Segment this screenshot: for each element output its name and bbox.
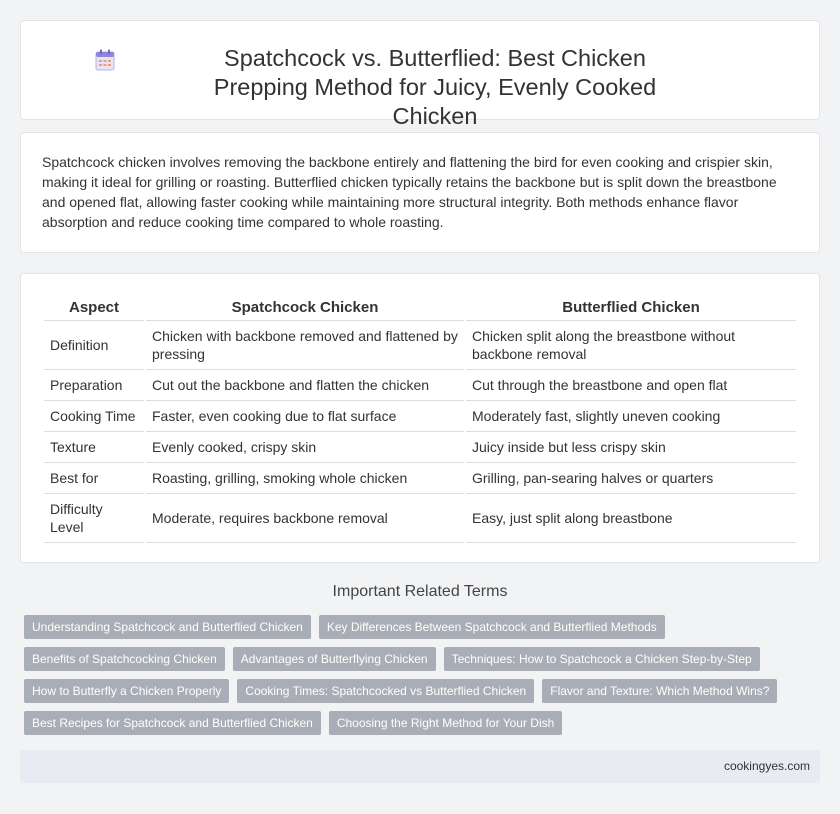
- table-cell: Best for: [44, 463, 144, 494]
- related-term-tag[interactable]: Key Differences Between Spatchcock and Butterflied Methods: [319, 615, 665, 639]
- table-cell: Preparation: [44, 370, 144, 401]
- table-row: [44, 321, 796, 370]
- related-term-tag[interactable]: Best Recipes for Spatchcock and Butterflied Chicken: [24, 711, 321, 735]
- related-terms-list: [24, 615, 824, 743]
- table-cell: Roasting, grilling, smoking whole chicken: [146, 463, 464, 494]
- footer: [20, 750, 820, 783]
- column-header: Butterflied Chicken: [466, 294, 796, 321]
- page-title: Spatchcock vs. Butterflied: Best Chicken Prepping Method for Juicy, Evenly Cooked Chicken: [213, 45, 657, 129]
- header-card: [20, 20, 820, 129]
- table-cell: Difficulty Level: [44, 494, 144, 543]
- comparison-card: [20, 273, 820, 563]
- table-cell: Moderate, requires backbone removal: [146, 494, 464, 543]
- site-name[interactable]: cookingyes.com: [723, 759, 810, 773]
- table-row: [44, 432, 796, 463]
- table-cell: Chicken split along the breastbone without backbone removal: [466, 321, 796, 370]
- comparison-table: [42, 294, 798, 543]
- table-row: [44, 401, 796, 432]
- table-cell: Cut out the backbone and flatten the chicken: [146, 370, 464, 401]
- table-row: [44, 370, 796, 401]
- related-term-tag[interactable]: Advantages of Butterflying Chicken: [233, 647, 436, 671]
- related-term-tag[interactable]: Benefits of Spatchcocking Chicken: [24, 647, 225, 671]
- table-cell: Texture: [44, 432, 144, 463]
- table-cell: Chicken with backbone removed and flattened by pressing: [146, 321, 464, 370]
- table-cell: Evenly cooked, crispy skin: [146, 432, 464, 463]
- related-term-tag[interactable]: How to Butterfly a Chicken Properly: [24, 679, 229, 703]
- table-cell: Definition: [44, 321, 144, 370]
- table-cell: Easy, just split along breastbone: [466, 494, 796, 543]
- column-header: Aspect: [44, 294, 144, 321]
- related-term-tag[interactable]: Flavor and Texture: Which Method Wins?: [542, 679, 777, 703]
- table-cell: Moderately fast, slightly uneven cooking: [466, 401, 796, 432]
- related-term-tag[interactable]: Cooking Times: Spatchcocked vs Butterflied Chicken: [237, 679, 534, 703]
- table-cell: Cut through the breastbone and open flat: [466, 370, 796, 401]
- intro-text: Spatchcock chicken involves removing the backbone entirely and flattening the bird for even cooking and crispier skin, making it ideal for grilling or roasting. Butterflied chicken typically retains the backbone but is split down the breastbone and opened flat, allowing faster cooking while maintaining more structural integrity. Both methods enhance flavor absorption and reduce cooking time compared to whole roasting.: [42, 154, 777, 230]
- column-header: Spatchcock Chicken: [146, 294, 464, 321]
- table-cell: Juicy inside but less crispy skin: [466, 432, 796, 463]
- related-terms-title: Important Related Terms: [332, 583, 508, 600]
- table-cell: Cooking Time: [44, 401, 144, 432]
- related-term-tag[interactable]: Techniques: How to Spatchcock a Chicken Step-by-Step: [444, 647, 760, 671]
- table-row: [44, 463, 796, 494]
- intro-card: [20, 132, 820, 253]
- table-header-row: [44, 294, 796, 321]
- table-cell: Grilling, pan-searing halves or quarters: [466, 463, 796, 494]
- table-row: [44, 494, 796, 543]
- table-cell: Faster, even cooking due to flat surface: [146, 401, 464, 432]
- related-term-tag[interactable]: Understanding Spatchcock and Butterflied Chicken: [24, 615, 311, 639]
- related-term-tag[interactable]: Choosing the Right Method for Your Dish: [329, 711, 562, 735]
